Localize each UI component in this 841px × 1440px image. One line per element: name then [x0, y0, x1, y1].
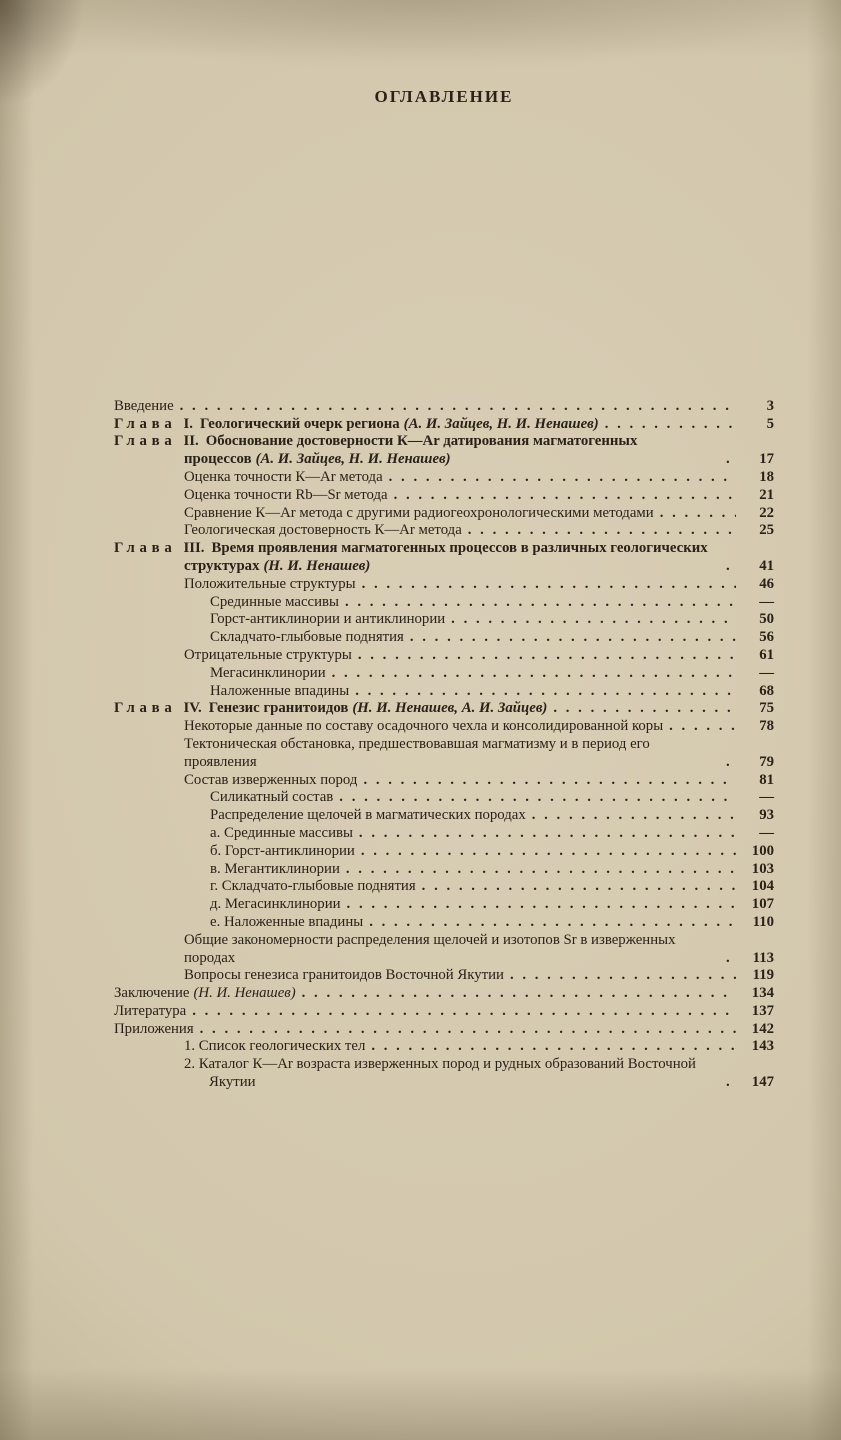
dot-leader — [468, 522, 736, 540]
entry-page-number: 119 — [752, 967, 774, 984]
entry-page-number: 110 — [752, 913, 774, 930]
entry-page-number: 18 — [759, 468, 774, 485]
dot-leader — [394, 487, 736, 505]
entry-page-number: 78 — [759, 718, 774, 735]
dot-leader — [660, 505, 736, 523]
entry-page-number: 134 — [751, 985, 774, 1002]
dot-leader — [369, 914, 736, 932]
entry-authors: (Н. И. Ненашев) — [193, 985, 296, 1002]
toc-entry-label — [184, 772, 357, 790]
entry-page-number: 68 — [759, 682, 774, 699]
chapter-word: Глава — [114, 700, 177, 717]
entry-text: Силикатный состав — [210, 789, 334, 806]
dot-leader — [302, 985, 736, 1003]
toc-entry-label — [184, 576, 356, 594]
entry-page-number: 79 — [759, 753, 774, 770]
toc-entry — [114, 611, 774, 629]
entry-authors: (А. И. Зайцев, Н. И. Ненашев) — [255, 451, 451, 468]
toc-entry-label — [114, 540, 720, 576]
entry-page-number: — — [759, 664, 774, 681]
entry-page-number: 50 — [759, 611, 774, 628]
toc-entry-label — [184, 647, 352, 665]
entry-text: Положительные структуры — [184, 575, 356, 592]
toc-entry-label — [114, 416, 599, 434]
toc-entry — [114, 1056, 774, 1092]
toc-entry-label — [114, 985, 296, 1003]
chapter-word: Глава — [114, 433, 177, 450]
toc-entry-label — [114, 1021, 194, 1039]
entry-text: Введение — [114, 397, 174, 414]
entry-authors: (Н. И. Ненашев, А. И. Зайцев) — [352, 700, 548, 717]
entry-text: 2. Каталог К—Ar возраста изверженных пород и рудных образований Восточной Якутии — [184, 1056, 696, 1091]
entry-text: Отрицательные структуры — [184, 646, 352, 663]
toc-entry-label — [210, 629, 404, 647]
toc-entry-label — [210, 789, 333, 807]
toc-entry — [114, 665, 774, 683]
chapter-word: Глава — [114, 540, 177, 557]
chapter-number: IV. — [183, 700, 202, 717]
entry-page-number: 147 — [751, 1074, 774, 1091]
entry-text: а. Срединные массивы — [210, 824, 353, 841]
toc-entry-label — [210, 861, 340, 879]
entry-text: Оценка точности К—Ar метода — [184, 468, 383, 485]
dot-leader — [339, 789, 736, 807]
dot-leader — [363, 772, 736, 790]
dot-leader — [422, 878, 736, 896]
entry-text: 1. Список геологических тел — [184, 1038, 366, 1055]
toc-entry — [114, 861, 774, 879]
toc-entry-label — [184, 469, 383, 487]
entry-text: Тектоническая обстановка, предшествовавшая магматизму и в период его проявления — [184, 735, 650, 770]
toc-entry — [114, 469, 774, 487]
toc-entry — [114, 683, 774, 701]
toc-entry-label — [114, 398, 174, 416]
entry-text: Срединные массивы — [210, 593, 339, 610]
entry-authors: (А. И. Зайцев, Н. И. Ненашев) — [403, 415, 599, 432]
toc-entry — [114, 878, 774, 896]
dot-leader — [605, 416, 736, 434]
entry-text: Наложенные впадины — [210, 682, 350, 699]
dot-leader — [361, 843, 736, 861]
toc-entry — [114, 718, 774, 736]
dot-leader — [532, 807, 736, 825]
entry-text: Горст-антиклинории и антиклинории — [210, 611, 446, 628]
toc-entry — [114, 985, 774, 1003]
toc-entry-label — [184, 967, 504, 985]
page-title: ОГЛАВЛЕНИЕ — [374, 87, 514, 106]
toc-entry-label — [184, 1056, 720, 1092]
toc-entry-label — [184, 736, 720, 772]
chapter-word: Глава — [114, 415, 177, 432]
entry-text: Оценка точности Rb—Sr метода — [184, 486, 388, 503]
dot-leader — [371, 1038, 736, 1056]
toc-entry — [114, 522, 774, 540]
dot-leader — [192, 1003, 736, 1021]
entry-text: Распределение щелочей в магматических породах — [210, 807, 526, 824]
entry-text: в. Мегантиклинории — [210, 860, 340, 877]
entry-page-number: 93 — [759, 807, 774, 824]
toc-entry — [114, 416, 774, 434]
toc-entry-label — [210, 594, 339, 612]
toc-entry — [114, 576, 774, 594]
entry-text: г. Складчато-глыбовые поднятия — [210, 878, 416, 895]
toc-entry — [114, 772, 774, 790]
toc-entry-label — [210, 611, 445, 629]
dot-leader — [726, 451, 736, 469]
dot-leader — [510, 967, 736, 985]
entry-text: Состав изверженных пород — [184, 771, 358, 788]
entry-page-number: 143 — [751, 1038, 774, 1055]
dot-leader — [346, 861, 736, 879]
toc-entry-label — [210, 914, 363, 932]
entry-page-number: 41 — [759, 557, 774, 574]
toc-entry-label — [114, 433, 720, 469]
dot-leader — [180, 398, 736, 416]
toc-entry — [114, 433, 774, 469]
entry-text: е. Наложенные впадины — [210, 913, 364, 930]
page-content — [114, 0, 774, 1092]
entry-page-number: 25 — [759, 522, 774, 539]
toc-entry — [114, 1021, 774, 1039]
toc-entry — [114, 825, 774, 843]
dot-leader — [332, 665, 736, 683]
entry-page-number: 75 — [759, 700, 774, 717]
toc-entry — [114, 1038, 774, 1056]
toc-entry-label — [210, 825, 353, 843]
toc-entry — [114, 540, 774, 576]
toc-entry — [114, 736, 774, 772]
entry-page-number: 103 — [751, 860, 774, 877]
toc-entry-label — [210, 878, 416, 896]
toc-entry-label — [184, 522, 462, 540]
entry-text: Мегасинклинории — [210, 664, 326, 681]
entry-page-number: 3 — [766, 397, 774, 414]
entry-page-number: 107 — [751, 896, 774, 913]
entry-text: Геологическая достоверность К—Ar метода — [184, 522, 462, 539]
entry-text: б. Горст-антиклинории — [210, 842, 355, 859]
chapter-number: I. — [183, 415, 193, 432]
entry-page-number: 46 — [759, 575, 774, 592]
toc-entry-label — [184, 487, 388, 505]
toc-entry — [114, 594, 774, 612]
chapter-number: III. — [183, 540, 205, 557]
toc-entry-label — [184, 1038, 365, 1056]
entry-page-number: 81 — [759, 771, 774, 788]
toc-entry — [114, 487, 774, 505]
toc-entry-label — [114, 1003, 186, 1021]
toc-entry-label — [210, 807, 526, 825]
toc-entry — [114, 789, 774, 807]
entry-authors: (Н. И. Ненашев) — [263, 557, 371, 574]
entry-text: Складчато-глыбовые поднятия — [210, 629, 404, 646]
toc-entry — [114, 700, 774, 718]
toc-entry — [114, 807, 774, 825]
entry-page-number: 137 — [751, 1002, 774, 1019]
entry-text: Некоторые данные по составу осадочного чехла и консолидированной коры — [184, 718, 664, 735]
entry-text: Заключение — [114, 985, 190, 1002]
entry-page-number: 104 — [751, 878, 774, 895]
entry-text: Приложения — [114, 1020, 194, 1037]
toc-entry — [114, 932, 774, 968]
entry-page-number: 21 — [759, 486, 774, 503]
entry-text: Вопросы генезиса гранитоидов Восточной Якутии — [184, 967, 504, 984]
entry-page-number: 61 — [759, 646, 774, 663]
dot-leader — [347, 896, 736, 914]
toc-entry-label — [184, 718, 663, 736]
entry-text: Сравнение К—Ar метода с другими радиогеохронологическими методами — [184, 504, 654, 521]
dot-leader — [451, 611, 736, 629]
dot-leader — [726, 754, 736, 772]
dot-leader — [669, 718, 736, 736]
toc-entry — [114, 629, 774, 647]
toc-entry — [114, 914, 774, 932]
dot-leader — [726, 950, 736, 968]
toc-entry — [114, 1003, 774, 1021]
entry-text: Генезис гранитоидов — [208, 700, 349, 717]
entry-text: Геологический очерк региона — [199, 415, 400, 432]
entry-text: Общие закономерности распределения щелочей и изотопов Sr в изверженных породах — [184, 931, 676, 966]
toc-entry — [114, 896, 774, 914]
entry-page-number: — — [759, 824, 774, 841]
toc-entry — [114, 647, 774, 665]
chapter-number: II. — [183, 433, 199, 450]
entry-page-number: 17 — [759, 451, 774, 468]
dot-leader — [355, 683, 736, 701]
entry-text: Литература — [114, 1002, 187, 1019]
dot-leader — [553, 700, 736, 718]
dot-leader — [389, 469, 736, 487]
toc-entry — [114, 505, 774, 523]
toc-entry-label — [210, 683, 349, 701]
toc-entry-label — [184, 932, 720, 968]
entry-page-number: 5 — [766, 415, 774, 432]
dot-leader — [200, 1021, 736, 1039]
dot-leader — [410, 629, 736, 647]
entry-text: д. Мегасинклинории — [210, 896, 341, 913]
entry-page-number: — — [759, 593, 774, 610]
toc-entry — [114, 398, 774, 416]
dot-leader — [358, 647, 736, 665]
entry-text: Обоснование достоверности К—Ar датирования магматогенных процессов — [184, 433, 638, 468]
toc-list — [114, 398, 774, 1092]
entry-page-number: — — [759, 789, 774, 806]
dot-leader — [726, 1074, 736, 1092]
entry-page-number: 142 — [751, 1020, 774, 1037]
entry-page-number: 113 — [752, 949, 774, 966]
toc-entry-label — [184, 505, 654, 523]
entry-page-number: 22 — [759, 504, 774, 521]
toc-entry — [114, 967, 774, 985]
toc-entry-label — [114, 700, 547, 718]
toc-entry-label — [210, 665, 326, 683]
entry-page-number: 56 — [759, 629, 774, 646]
entry-page-number: 100 — [751, 842, 774, 859]
toc-entry — [114, 843, 774, 861]
toc-entry-label — [210, 843, 355, 861]
dot-leader — [362, 576, 736, 594]
dot-leader — [359, 825, 736, 843]
dot-leader — [726, 558, 736, 576]
toc-entry-label — [210, 896, 341, 914]
entry-text: Время проявления магматогенных процессов в различных геологических структурах — [184, 540, 708, 574]
dot-leader — [345, 594, 736, 612]
